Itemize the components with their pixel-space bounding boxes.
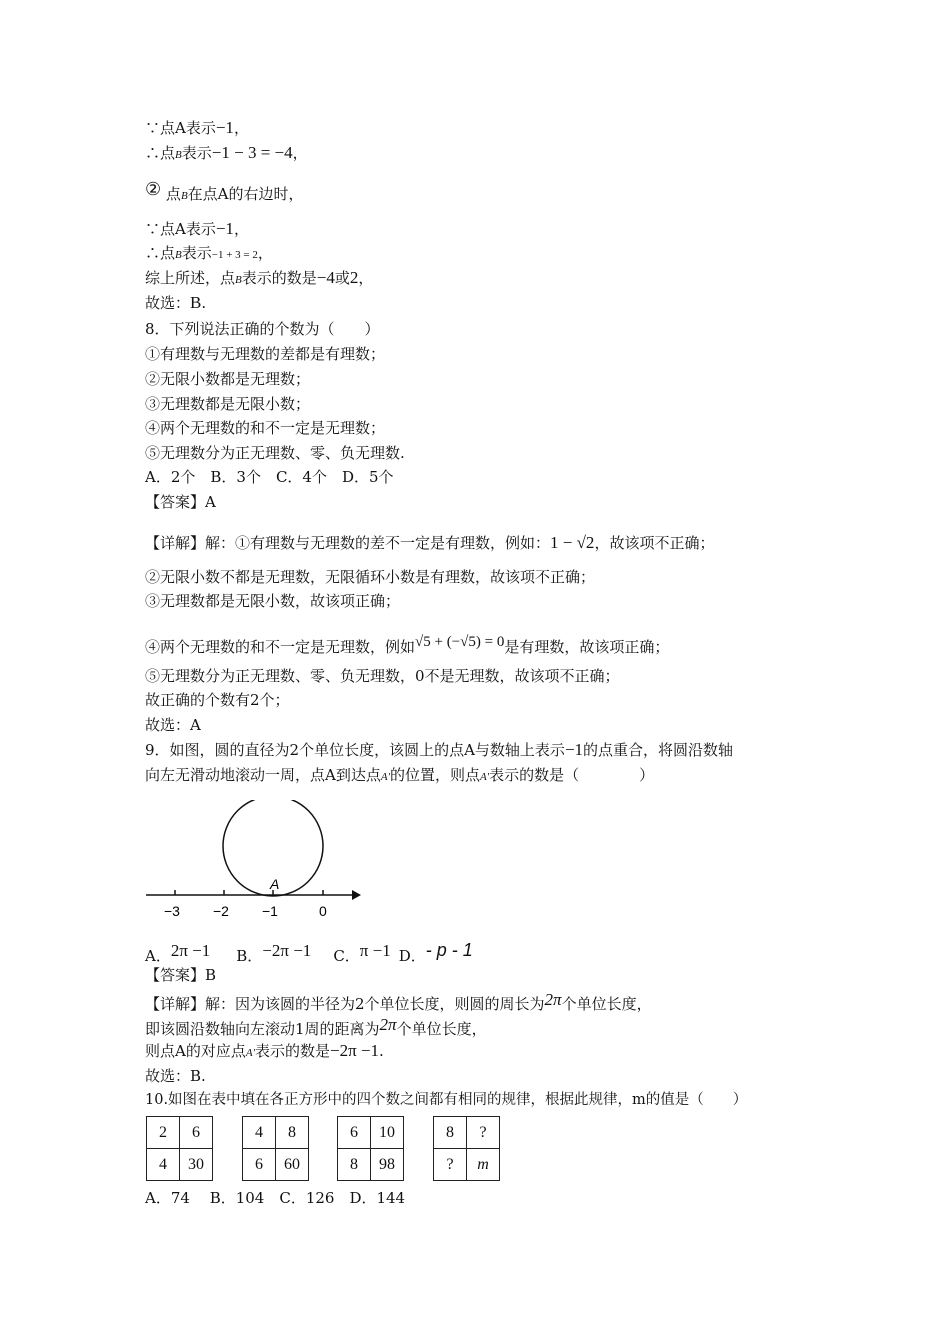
text: 个单位长度，	[561, 995, 652, 1013]
text: 点	[165, 185, 181, 203]
tick-label: 0	[319, 903, 327, 919]
text: 在点A的右边时，	[187, 185, 304, 203]
q8-statement-2: ②无限小数都是无理数；	[145, 370, 311, 388]
q10-options: A．74 B．104 C．126 D．144	[145, 1189, 406, 1207]
option-c-label: C．	[333, 947, 360, 965]
q8-detail-2: ②无限小数不都是无理数，无限循环小数是有理数，故该项不正确；	[145, 568, 596, 586]
q9-options	[145, 940, 473, 966]
q8-detail-7: 故选：A	[145, 716, 201, 734]
text: 【详解】解：因为该圆的半径为2个单位长度，则圆的周长为	[145, 995, 545, 1013]
cell: 98	[371, 1149, 404, 1181]
math-expr: −1 + 3 = 2	[211, 249, 258, 261]
cell: 2	[147, 1117, 180, 1149]
number-line-figure	[140, 800, 370, 925]
var-a-prime: A′	[480, 771, 490, 783]
q9-stem-2	[145, 765, 654, 787]
math-expr: −1	[215, 118, 234, 137]
text: ④两个无理数的和不一定是无理数，例如	[145, 638, 416, 656]
math-expr: 1 − √2	[550, 533, 595, 552]
q9-detail-2	[145, 1015, 487, 1039]
var-b: B	[235, 274, 242, 286]
line-3	[145, 180, 304, 206]
text: 即该圆沿数轴向左滚动1周的距离为	[145, 1020, 380, 1038]
text: .	[379, 1042, 384, 1060]
number-square-3	[337, 1116, 404, 1181]
math-expr: −4	[316, 268, 335, 287]
text: 表示	[181, 244, 212, 262]
math-expr: −1 − 3 = −4	[211, 143, 293, 162]
cell: m	[467, 1149, 500, 1181]
q8-statement-4: ④两个无理数的和不一定是无理数；	[145, 419, 386, 437]
math-expr: 2π	[544, 990, 562, 1009]
q8-detail-3: ③无理数都是无限小数，故该项正确；	[145, 592, 401, 610]
text: 的位置，则点	[389, 766, 480, 784]
text: ，	[257, 244, 273, 262]
line-1	[145, 118, 249, 138]
number-square-4	[433, 1116, 500, 1181]
circled-two: ②	[145, 179, 162, 200]
text: ，	[233, 119, 249, 137]
option-c-expr: π −1	[359, 941, 391, 960]
line-5	[145, 243, 273, 265]
text: ∵点A表示	[145, 220, 216, 238]
q9-answer: 【答案】B	[145, 966, 217, 984]
text: 故选：	[145, 294, 191, 312]
q8-stem: 8．下列说法正确的个数为（ ）	[145, 320, 380, 338]
q8-detail-6: 故正确的个数有2个；	[145, 691, 290, 709]
var-b: B	[175, 149, 182, 161]
q9-detail-4: 故选：B.	[145, 1067, 206, 1085]
line-2	[145, 143, 308, 165]
option-b-label: B．	[236, 947, 263, 965]
q8-detail-5: ⑤无理数分为正无理数、零、负无理数，0不是无理数，故该项不正确；	[145, 667, 620, 685]
text: 表示的数是	[254, 1042, 330, 1060]
math-expr: 2	[349, 268, 359, 287]
q9-stem-1	[145, 740, 733, 760]
text: ∵点A表示	[145, 119, 216, 137]
cell: 4	[243, 1117, 276, 1149]
q8-answer: 【答案】A	[145, 493, 216, 511]
cell: 8	[434, 1117, 467, 1149]
text: 的点重合，将圆沿数轴	[583, 741, 734, 759]
text: ∴点	[145, 144, 176, 162]
math-expr: −2π −1	[330, 1041, 380, 1060]
text: ，	[358, 269, 374, 287]
var-b: B	[180, 190, 188, 202]
math-expr: 2π	[379, 1015, 397, 1034]
tick-label: −1	[262, 903, 278, 919]
text: 则点A的对应点	[145, 1042, 246, 1060]
text: 表示	[181, 144, 212, 162]
text: 表示的数是（ ）	[489, 766, 655, 784]
option-a-expr: 2π −1	[170, 941, 211, 960]
number-square-1	[146, 1116, 213, 1181]
tick-label: −3	[164, 903, 180, 919]
q9-detail-1	[145, 990, 652, 1014]
cell: 6	[243, 1149, 276, 1181]
q8-detail-4	[145, 632, 669, 657]
line-4	[145, 219, 249, 239]
cell: 8	[338, 1149, 371, 1181]
cell: 6	[338, 1117, 371, 1149]
text: 个单位长度，	[396, 1020, 487, 1038]
cell: 30	[180, 1149, 213, 1181]
cell: ?	[467, 1117, 500, 1149]
option-a-label: A．	[145, 947, 171, 965]
text: 向左无滑动地滚动一周，点A到达点	[145, 766, 381, 784]
cell: 10	[371, 1117, 404, 1149]
number-square-2	[242, 1116, 309, 1181]
point-label-a: A	[270, 876, 280, 892]
cell: 6	[180, 1117, 213, 1149]
option-d-label: D．	[398, 947, 426, 965]
text: 表示的数是	[241, 269, 317, 287]
line-7	[145, 293, 206, 313]
text: 9．如图，圆的直径为2个单位长度，该圆上的点A与数轴上表示	[145, 741, 565, 759]
line-6	[145, 268, 373, 290]
q8-statement-3: ③无理数都是无限小数；	[145, 395, 311, 413]
q8-statement-5: ⑤无理数分为正无理数、零、负无理数.	[145, 444, 405, 462]
var-a-prime: A′	[380, 771, 390, 783]
text: ，	[292, 144, 308, 162]
text: .	[201, 294, 207, 312]
q10-stem: 10.如图在表中填在各正方形中的四个数之间都有相同的规律，根据此规律，m的值是（ ）	[145, 1092, 748, 1108]
cell: 4	[147, 1149, 180, 1181]
text: 综上所述，点	[145, 269, 236, 287]
text: ，故该项不正确；	[594, 534, 715, 552]
q8-detail-1	[145, 533, 714, 553]
option-b-expr: −2π −1	[262, 941, 312, 960]
q8-statement-1: ①有理数与无理数的差都是有理数；	[145, 345, 386, 363]
cell: 8	[276, 1117, 309, 1149]
text: ，	[233, 220, 249, 238]
q9-detail-3	[145, 1041, 384, 1063]
option-d-expr: - p - 1	[425, 940, 473, 960]
tick-label: −2	[213, 903, 229, 919]
math-expr: −1	[564, 740, 584, 759]
var-b: B	[175, 249, 182, 261]
cell: ?	[434, 1149, 467, 1181]
cell: 60	[276, 1149, 309, 1181]
math-expr: −1	[215, 219, 234, 238]
text: 或	[334, 269, 350, 287]
text: 是有理数，故该项正确；	[504, 638, 670, 656]
var-a-prime: A′	[245, 1047, 255, 1059]
math-expr: √5 + (−√5) = 0	[415, 634, 505, 650]
text: 【详解】解：①有理数与无理数的差不一定是有理数，例如：	[145, 534, 551, 552]
answer-letter: B	[190, 293, 202, 312]
text: ∴点	[145, 244, 176, 262]
axis-arrow-icon	[352, 890, 361, 900]
q8-options: A．2个 B．3个 C．4个 D．5个	[145, 468, 394, 486]
